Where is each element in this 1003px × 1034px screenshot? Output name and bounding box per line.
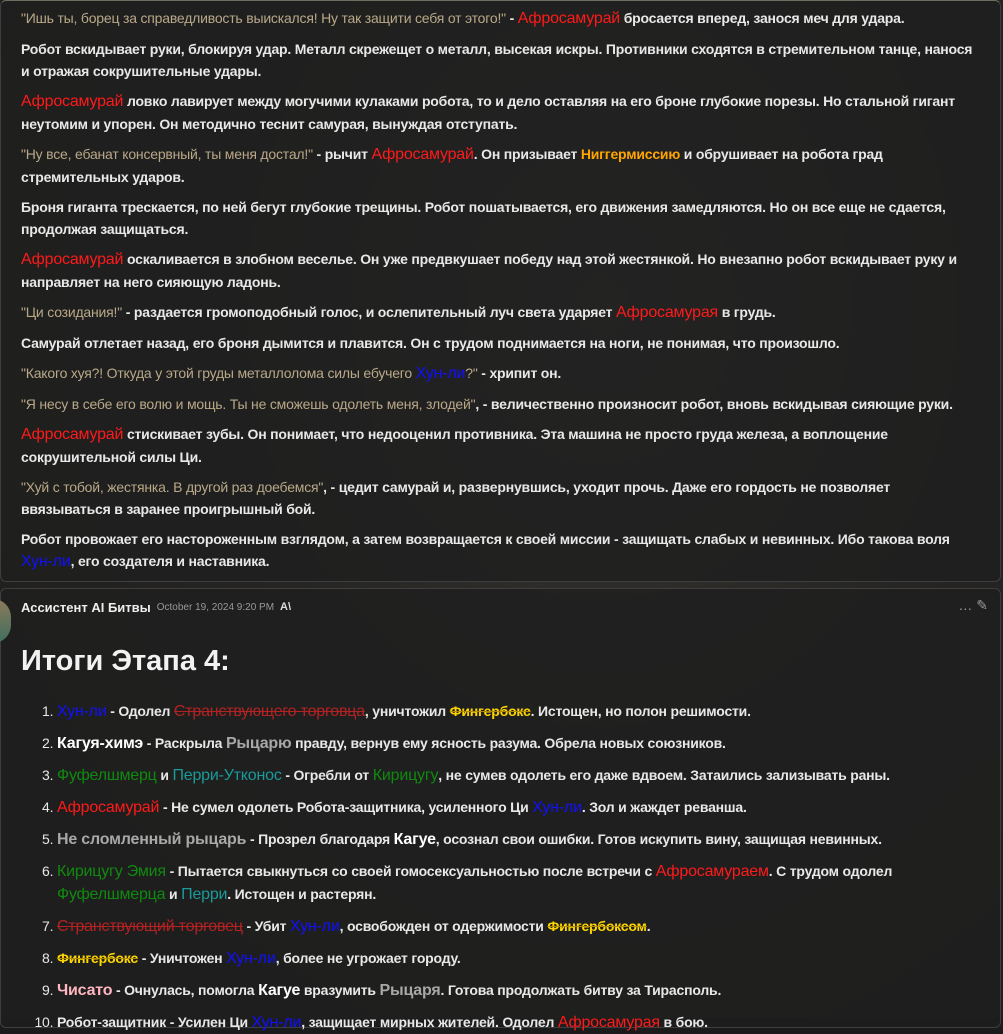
story-paragraph: [21, 476, 980, 520]
text-segment: - хрипит он.: [477, 365, 562, 381]
text-segment: , - величественно произносит робот, вновь вскидывая сияющие руки.: [475, 396, 953, 412]
result-item: [57, 860, 980, 906]
quote-text: "Ну все, ебанат консервный, ты меня достал!": [21, 146, 313, 162]
character-name: Фингербокс: [57, 950, 138, 966]
text-segment: , - цедит самурай и, развернувшись, уходит прочь. Даже его гордость не позволяет ввязываться в заранее проигрышный бой.: [21, 479, 891, 517]
character-name: Чисато: [57, 982, 113, 999]
result-item: [57, 700, 980, 723]
text-segment: вразумить: [300, 982, 380, 998]
text-segment: бросается вперед, занося меч для удара.: [620, 10, 905, 26]
character-name: Фингербокс: [449, 703, 531, 719]
text-segment: стискивает зубы. Он понимает, что недооценил противника. Эта машина не просто груда железа, а воплощение сокрушительной силы Ци.: [21, 426, 888, 465]
ai-badge: A\: [280, 601, 292, 613]
quote-text: ?": [465, 365, 478, 381]
story-paragraph: [21, 90, 980, 135]
character-name: Не сломленный рыцарь: [57, 831, 247, 848]
character-name: Кагуе: [393, 831, 436, 848]
character-name: Кагуе: [258, 982, 301, 999]
results-list: [21, 700, 980, 1034]
message-header: [21, 597, 980, 617]
character-name: Афросамурай: [371, 146, 474, 163]
text-segment: .: [646, 918, 651, 934]
result-item: [57, 1011, 980, 1034]
result-item: [57, 796, 980, 819]
story-paragraph: [21, 301, 980, 324]
text-segment: - Очнулась, помогла: [112, 982, 259, 998]
quote-text: "Я несу в себе его волю и мощь. Ты не сможешь одолеть меня, злодей": [21, 396, 476, 412]
character-name: Кирицугу Эмия: [57, 863, 166, 880]
character-name: Хун-ли: [21, 553, 71, 570]
text-segment: - Огребли от: [281, 767, 373, 783]
text-segment: - Пытается свыкнуться со своей гомосексуальностью после встречи с: [165, 863, 656, 879]
result-item: [57, 732, 980, 755]
story-paragraph: [21, 143, 980, 188]
character-name: Афросамурай: [57, 799, 160, 816]
author-name[interactable]: Ассистент AI Битвы: [21, 599, 151, 615]
character-name: Странствующего торговца: [173, 703, 365, 720]
character-name: Хун-ли: [290, 918, 340, 935]
text-segment: Броня гиганта трескается, по ней бегут глубокие трещины. Робот пошатывается, его движения замедляются. Но он все еще не сдается, продолжая защищаться.: [21, 199, 946, 237]
text-segment: . Зол и жаждет реванша.: [581, 799, 747, 815]
character-name: Хун-ли: [532, 799, 582, 816]
character-name: Афросамурай: [21, 426, 124, 443]
story-paragraph: [21, 393, 980, 415]
text-segment: . Готова продолжать битву за Тирасполь.: [440, 982, 722, 998]
story-paragraph: [21, 248, 980, 293]
more-options-icon[interactable]: …: [958, 597, 973, 613]
character-name: Перри-Утконос: [172, 767, 282, 784]
quote-text: "Ишь ты, борец за справедливость выискался! Ну так защити себя от этого!": [21, 10, 506, 26]
avatar[interactable]: [0, 599, 11, 643]
text-segment: - Не сумел одолеть Робота-защитника, усиленного Ци: [159, 799, 533, 815]
story-paragraph: [21, 362, 980, 385]
result-item: [57, 915, 980, 938]
text-segment: , не сумев одолеть его даже вдвоем. Затаились зализывать раны.: [438, 767, 890, 783]
character-name: Афросамураем: [655, 863, 769, 880]
story-paragraph: [21, 38, 980, 82]
text-segment: , осознал свои ошибки. Готов искупить вину, защищая невинных.: [435, 831, 882, 847]
character-name: Фуфелшмерц: [57, 767, 157, 784]
results-message: [0, 588, 1001, 1031]
text-segment: -: [505, 10, 518, 26]
story-paragraph: [21, 7, 980, 30]
text-segment: - раздается громоподобный голос, и ослепительный луч света ударяет: [122, 304, 617, 320]
text-segment: и: [165, 886, 182, 902]
story-paragraph: [21, 332, 980, 354]
quote-text: "Ци созидания!": [21, 304, 123, 320]
character-name: Перри: [181, 886, 228, 903]
story-paragraph: [21, 423, 980, 468]
character-name: Фингербоксом: [547, 918, 647, 934]
character-name: Хун-ли: [251, 1014, 302, 1031]
text-segment: - Убит: [242, 918, 290, 934]
character-name: Рыцарю: [225, 735, 292, 752]
text-segment: , более не угрожает городу.: [275, 950, 461, 966]
character-name: Афросамурай: [517, 10, 621, 27]
character-name: Ниггермиссию: [580, 146, 681, 162]
edit-icon[interactable]: ✎: [976, 597, 988, 613]
text-segment: , освобожден от одержимости: [339, 918, 548, 934]
text-segment: оскаливается в злобном веселье. Он уже предвкушает победу над этой жестянкой. Но внезапно робот вскидывает руку и направляет на него сияющую ладонь.: [21, 251, 957, 290]
character-name: Афросамурай: [21, 251, 124, 268]
character-name: Хун-ли: [415, 365, 466, 382]
text-segment: , защищает мирных жителей. Одолел: [301, 1014, 558, 1030]
text-segment: Робот провожает его настороженным взглядом, а затем возвращается к своей миссии - защищать слабых и невинных. Ибо такова воля: [21, 531, 950, 547]
text-segment: - Прозрел благодаря: [246, 831, 394, 847]
text-segment: в грудь.: [718, 304, 776, 320]
text-segment: и обрушивает на робота град стремительных ударов.: [21, 146, 883, 185]
quote-text: "Какого хуя?! Откуда у этой груды металлолома силы ебучего: [21, 365, 416, 381]
character-name: Странствующий торговец: [57, 918, 243, 935]
results-title: Итоги Этапа 4:: [21, 645, 230, 677]
text-segment: в бою.: [659, 1014, 708, 1030]
text-segment: и: [156, 767, 173, 783]
character-name: Афросамурай: [21, 93, 124, 110]
text-segment: Робот вскидывает руки, блокируя удар. Металл скрежещет о металл, высекая искры. Противники сходятся в стремительном танце, нанося и отражая сокрушительные удары.: [21, 41, 973, 79]
result-item: [57, 979, 980, 1002]
text-segment: . Истощен, но полон решимости.: [530, 703, 751, 719]
character-name: Кагуя-химэ: [57, 735, 144, 752]
character-name: Афросамурая: [616, 304, 718, 321]
character-name: Рыцаря: [379, 982, 441, 999]
result-item: [57, 828, 980, 851]
text-segment: ловко лавирует между могучими кулаками робота, то и дело оставляя на его броне глубокие порезы. Но стальной гигант неутомим и упорен. Он методично теснит самурая, вынуждая отступать.: [21, 93, 955, 132]
story-paragraph: [21, 196, 980, 240]
text-segment: правду, вернув ему ясность разума. Обрела новых союзников.: [291, 735, 726, 751]
character-name: Хун-ли: [57, 703, 107, 720]
quote-text: "Хуй с тобой, жестянка. В другой раз доебемся": [21, 479, 324, 495]
text-segment: Робот-защитник - Усилен Ци: [57, 1014, 252, 1030]
text-segment: - Раскрыла: [143, 735, 226, 751]
text-segment: - рычит: [312, 146, 372, 162]
character-name: Хун-ли: [226, 950, 276, 967]
text-segment: - Одолел: [106, 703, 174, 719]
timestamp: October 19, 2024 9:20 PM: [156, 601, 275, 613]
character-name: Афросамурая: [557, 1014, 660, 1031]
text-segment: . Он призывает: [473, 146, 581, 162]
story-paragraph: [21, 528, 980, 573]
text-segment: Самурай отлетает назад, его броня дымится и плавится. Он с трудом поднимается на ноги, не понимая, что произошло.: [21, 335, 840, 351]
text-segment: , уничтожил: [364, 703, 450, 719]
message-actions: [958, 597, 988, 614]
text-segment: . Истощен и растерян.: [227, 886, 377, 902]
character-name: Фуфелшмерца: [57, 886, 166, 903]
result-item: [57, 764, 980, 787]
text-segment: - Уничтожен: [138, 950, 227, 966]
character-name: Кирицугу: [372, 767, 439, 784]
result-item: [57, 947, 980, 970]
text-segment: , его создателя и наставника.: [70, 553, 270, 569]
text-segment: . С трудом одолел: [768, 863, 893, 879]
